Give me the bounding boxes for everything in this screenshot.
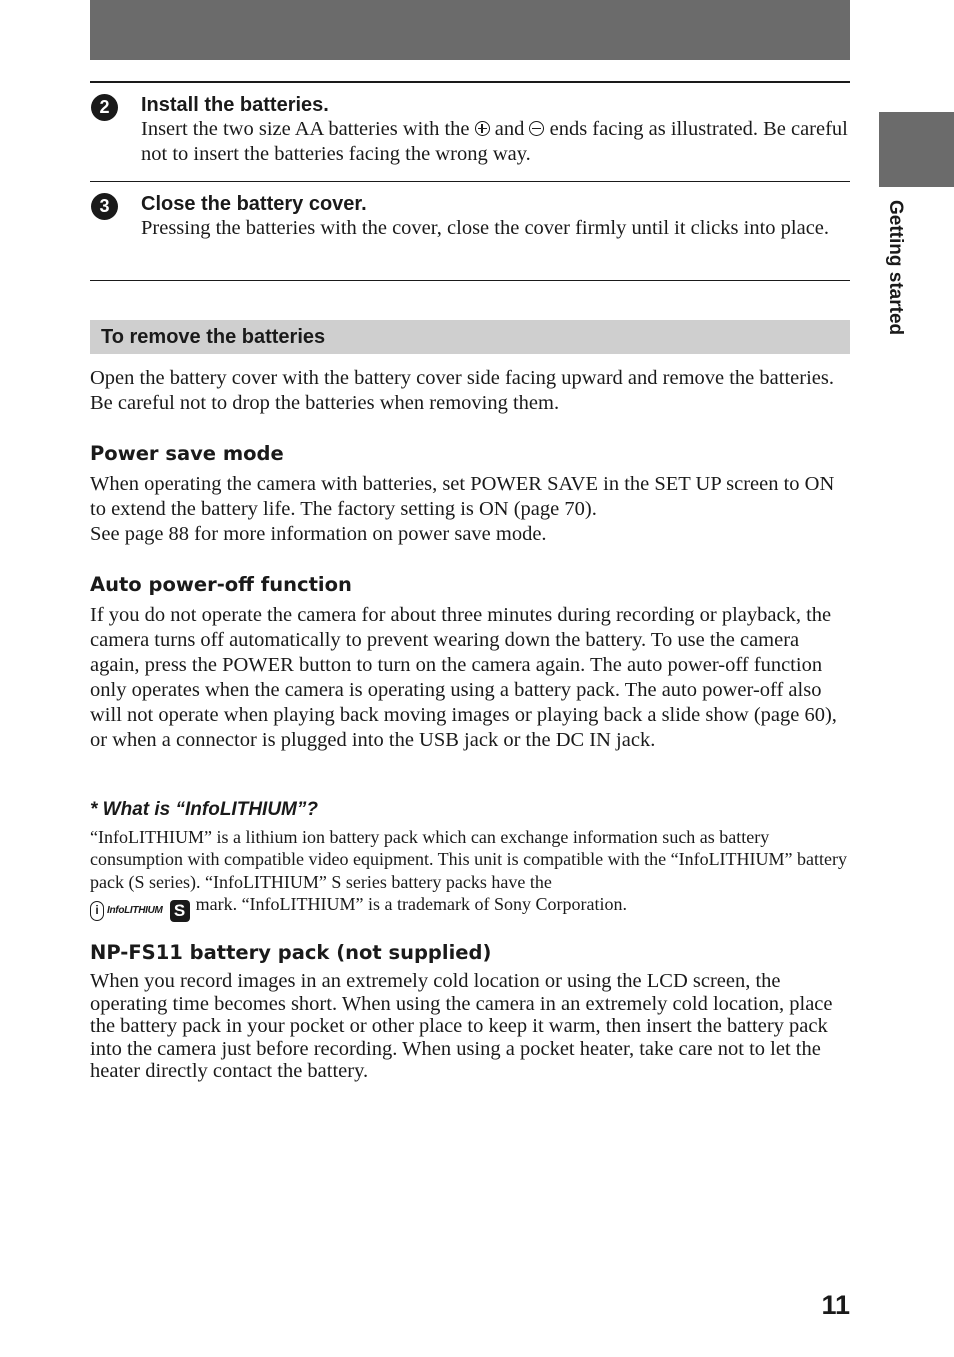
divider: [90, 280, 850, 281]
step-3-body: Pressing the batteries with the cover, close the cover firmly until it clicks into place.: [141, 217, 830, 239]
step-number-2: 2: [91, 94, 118, 121]
step-2-title: Install the batteries.: [141, 94, 329, 116]
power-save-body-1: When operating the camera with batteries, set POWER SAVE in the SET UP screen to ON to extend the battery life. The factory setting is ON (page 70).: [90, 473, 835, 520]
np-fs11-heading: NP-FS11 battery pack (not supplied): [90, 941, 492, 964]
infolithium-note-end: mark. “InfoLITHIUM” is a trademark of Sony Corporation.: [195, 893, 627, 914]
infolithium-logo-word: InfoLITHIUM: [107, 904, 163, 916]
np-fs11-body: When you record images in an extremely cold location or using the LCD screen, the operating time becomes short. When using the camera in an extremely cold location, place the battery pack in your pocket or other place to keep it warm, then insert the battery pack into the camera just before recording. When using a pocket heater, take care not to let the heater directly contact the battery.: [90, 970, 833, 1082]
step-2-body-part2: ends facing as illustrated. Be careful not to insert the batteries facing the wrong way.: [141, 118, 848, 165]
s-series-icon: S: [170, 900, 190, 922]
step-2-body: [141, 117, 853, 167]
infolithium-logo: [90, 900, 190, 922]
section-tab: [879, 112, 954, 187]
infolithium-note-body: [90, 826, 850, 922]
auto-power-off-body: If you do not operate the camera for about three minutes during recording or playback, the camera turns off automatically to prevent wearing down the battery. To use the camera again, press the POWER button to turn on the camera again. The auto power-off function only operates when the camera is operating using a battery pack. The auto power-off also will not operate when playing back moving images or playing back a slide show (page 60), or when a connector is plugged into the USB jack or the DC IN jack.: [90, 604, 837, 751]
auto-power-off-heading: Auto power-off function: [90, 573, 352, 596]
remove-batteries-heading: To remove the batteries: [90, 320, 850, 354]
power-save-body-2: See page 88 for more information on power save mode.: [90, 523, 547, 545]
header-bar: [90, 0, 850, 60]
info-i-icon: i: [90, 901, 104, 921]
infolithium-note-title: * What is “InfoLITHIUM”?: [90, 799, 318, 820]
divider: [90, 81, 850, 83]
step-2-body-and: and: [494, 118, 525, 140]
step-3-title: Close the battery cover.: [141, 193, 367, 215]
power-save-heading: Power save mode: [90, 442, 284, 465]
remove-batteries-body: Open the battery cover with the battery cover side facing upward and remove the batteries. Be careful not to drop the batteries when removing them.: [90, 367, 834, 414]
page-number: 11: [821, 1290, 850, 1320]
step-2-body-part1: Insert the two size AA batteries with the: [141, 118, 470, 140]
step-number-3: 3: [91, 193, 118, 220]
infolithium-note-text: “InfoLITHIUM” is a lithium ion battery pack which can exchange information such as battery consumption with compatible video equipment. This unit is compatible with the “InfoLITHIUM” battery pack (S series). “InfoLITHIUM” S series battery packs have the: [90, 827, 848, 892]
divider: [90, 181, 850, 182]
minus-circle-icon: [529, 121, 544, 136]
section-tab-label: Getting started: [885, 200, 906, 336]
plus-circle-icon: [475, 121, 490, 136]
